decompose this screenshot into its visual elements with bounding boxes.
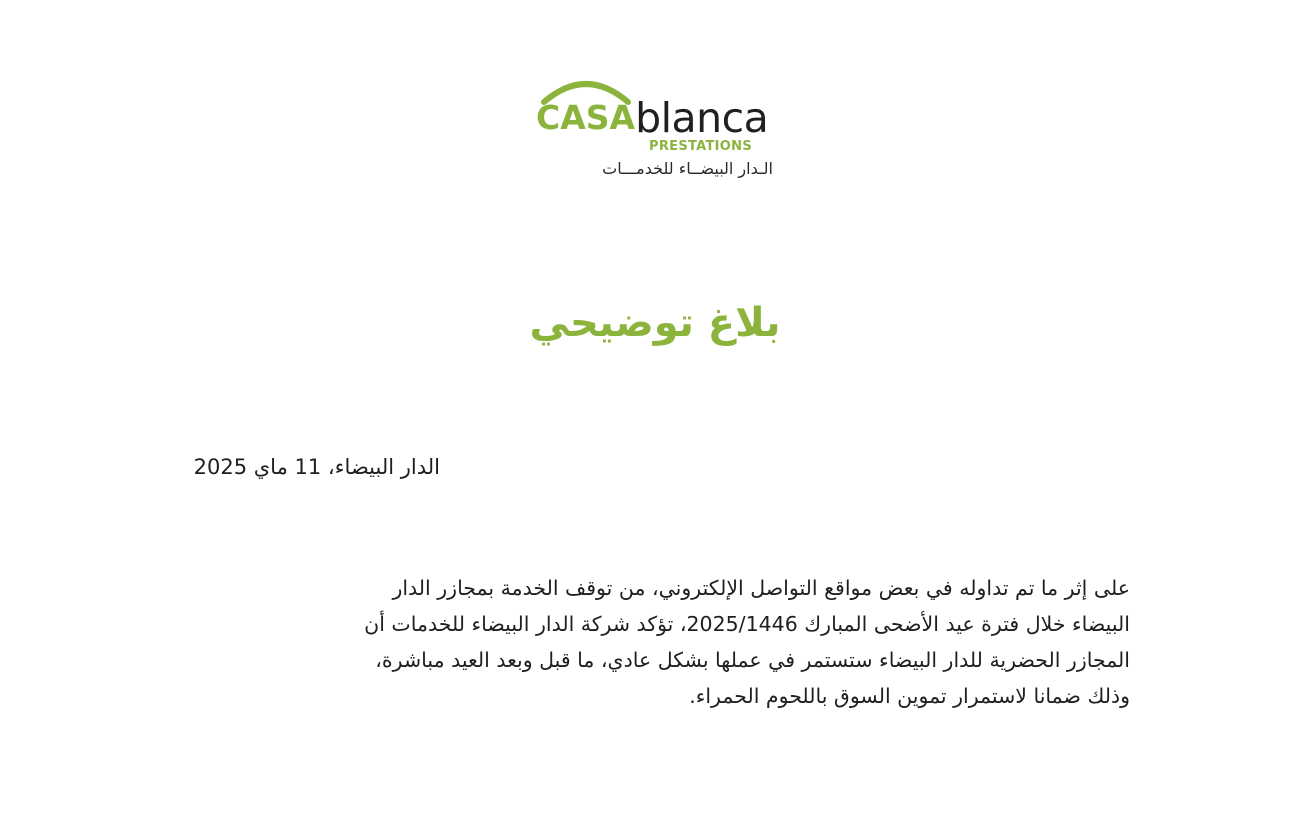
logo-blanca: blanca: [635, 94, 769, 142]
logo-wordmark: [536, 94, 768, 142]
body-line: المجازر الحضرية للدار البيضاء ستستمر في عملها بشكل عادي، ما قبل وبعد العيد مباشرة،: [375, 648, 1130, 672]
date-line: الدار البيضاء، 11 ماي 2025: [193, 455, 440, 479]
logo-prestations: PRESTATIONS: [649, 139, 752, 154]
body-line: وذلك ضمانا لاستمرار تموين السوق باللحوم الحمراء.: [689, 684, 1130, 708]
body-paragraph: [220, 570, 1130, 714]
body-line: البيضاء خلال فترة عيد الأضحى المبارك 2025/1446، تؤكد شركة الدار البيضاء للخدمات أن: [364, 612, 1130, 636]
page-title: بلاغ توضيحي: [529, 300, 781, 346]
logo-casa: CASA: [536, 98, 636, 137]
logo-arabic-name: الـدار البيضــاء للخدمـــات: [602, 159, 773, 178]
body-line: على إثر ما تم تداوله في بعض مواقع التواصل الإلكتروني، من توقف الخدمة بمجازر الدار: [392, 576, 1130, 600]
company-logo: [536, 72, 776, 187]
